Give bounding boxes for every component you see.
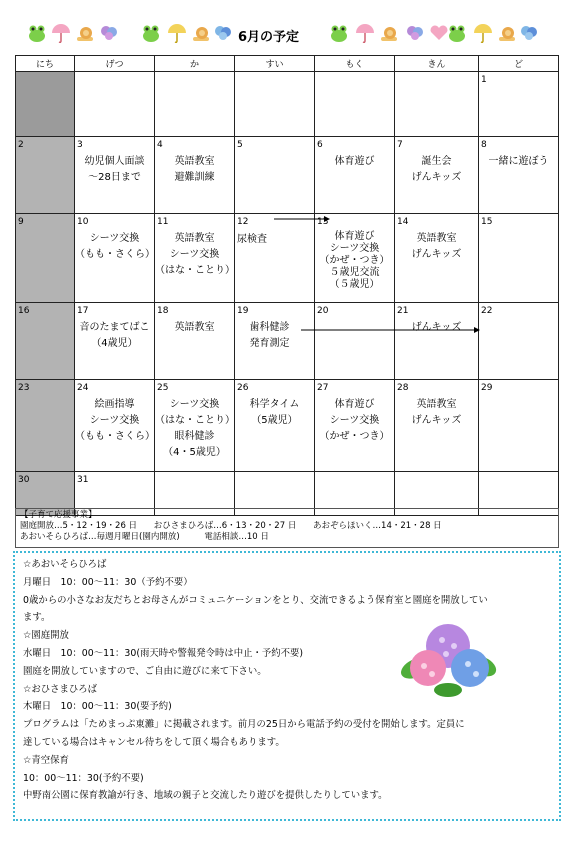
- day-events: [315, 154, 394, 170]
- calendar-day-wed: [235, 137, 315, 214]
- hydrangea-icon: [518, 22, 540, 44]
- day-number: 26: [237, 383, 249, 393]
- info-line: ☆あおいそらひろば: [23, 559, 107, 570]
- calendar-day-wed: [235, 380, 315, 472]
- day-number: 22: [481, 306, 493, 316]
- event-text: （かぜ・つき）: [319, 255, 390, 266]
- calendar-day-sun: [16, 72, 75, 137]
- snail-icon: [190, 22, 212, 44]
- info-line: 月曜日 10：00～11：30（予約不要）: [23, 576, 193, 588]
- day-number: 24: [77, 383, 89, 393]
- day-events: [315, 231, 394, 291]
- event-text: （かぜ・つき）: [319, 431, 390, 442]
- calendar-day-sun: [16, 214, 75, 303]
- event-text: 体育遊び: [334, 156, 375, 167]
- event-text: 尿検査: [237, 234, 267, 245]
- day-number: 25: [157, 383, 169, 393]
- event-text: （もも・さくら）: [75, 431, 155, 442]
- weekday-sat: ど: [479, 56, 559, 72]
- calendar-day-mon: [75, 72, 155, 137]
- day-number: 11: [157, 217, 169, 227]
- calendar-day-fri: [395, 214, 479, 303]
- support-item: あおぞらほいく…14・21・28 日: [313, 521, 442, 531]
- day-events: [235, 232, 314, 248]
- calendar-day-mon: [75, 380, 155, 472]
- hydrangea-icon: [404, 22, 426, 44]
- calendar-week-row: [16, 137, 559, 214]
- day-events: [395, 231, 478, 263]
- weekday-sun: にち: [16, 56, 75, 72]
- event-text: 英語教室: [174, 156, 215, 167]
- calendar-day-fri: [395, 380, 479, 472]
- day-number: 29: [481, 383, 493, 393]
- calendar-day-sun: [16, 303, 75, 380]
- day-number: 17: [77, 306, 89, 316]
- day-number: 18: [157, 306, 169, 316]
- calendar-day-sat: [479, 214, 559, 303]
- calendar-day-tue: [155, 303, 235, 380]
- info-line: ます。: [23, 612, 51, 624]
- day-number: 2: [18, 140, 24, 150]
- day-events: [155, 154, 234, 186]
- info-line: ☆青空保育: [23, 754, 69, 766]
- info-line: 園庭を開放していますので、ご自由に遊びに来て下さい。: [23, 665, 267, 677]
- calendar-day-tue: [155, 72, 235, 137]
- calendar-day-fri: [395, 72, 479, 137]
- calendar-day-thu: [315, 214, 395, 303]
- day-number: 4: [157, 140, 163, 150]
- event-text: （５歳児）: [329, 279, 380, 290]
- calendar-day-mon: [75, 303, 155, 380]
- day-events: [235, 320, 304, 352]
- event-text: 避難訓練: [174, 172, 215, 183]
- info-line: 中野南公園に保育教諭が行き、地域の親子と交流したり遊びを提供したりしています。: [23, 790, 388, 802]
- day-number: 1: [481, 75, 487, 85]
- calendar-day-sat: [479, 303, 559, 380]
- day-events: [395, 154, 478, 186]
- day-number: 27: [317, 383, 329, 393]
- calendar-day-wed: [235, 72, 315, 137]
- event-text: 体育遊び: [334, 399, 375, 410]
- event-text: 音のたまてばこ: [79, 322, 150, 333]
- calendar-day-wed: [235, 214, 315, 303]
- event-text: げんキッズ: [411, 322, 462, 333]
- umbrella-icon: [166, 22, 188, 44]
- page-header: [0, 22, 575, 48]
- weekday-tue: か: [155, 56, 235, 72]
- umbrella-icon: [472, 22, 494, 44]
- support-item: あおいそらひろば…毎週月曜日(園内開放): [20, 532, 180, 542]
- day-events: [479, 154, 558, 170]
- support-item: 電話相談…10 日: [204, 532, 269, 542]
- calendar-day-mon: [75, 214, 155, 303]
- snail-icon: [378, 22, 400, 44]
- day-number: 31: [77, 475, 89, 485]
- support-programs: [15, 508, 559, 548]
- event-text: 絵画指導: [94, 399, 135, 410]
- hydrangea-icon: [212, 22, 234, 44]
- calendar-day-mon: [75, 137, 155, 214]
- day-events: [315, 397, 394, 445]
- support-heading: 【子育て応援事業】: [20, 510, 97, 520]
- calendar-day-sat: [479, 72, 559, 137]
- hydrangea-icon: [98, 22, 120, 44]
- calendar-day-thu: [315, 303, 395, 380]
- calendar-day-thu: [315, 380, 395, 472]
- day-events: [395, 397, 478, 429]
- frog-icon: [140, 22, 162, 44]
- day-events: [235, 397, 314, 429]
- calendar-day-thu: [315, 72, 395, 137]
- calendar-table: [15, 55, 559, 516]
- event-text: シーツ交換: [329, 415, 380, 426]
- calendar-day-sat: [479, 380, 559, 472]
- day-number: 30: [18, 475, 30, 485]
- event-text: （5歳児）: [251, 415, 298, 426]
- day-number: 10: [77, 217, 89, 227]
- day-number: 7: [397, 140, 403, 150]
- calendar-day-tue: [155, 380, 235, 472]
- day-number: 20: [317, 306, 329, 316]
- weekday-header-row: [16, 56, 559, 72]
- event-text: 科学タイム: [249, 399, 300, 410]
- event-text: （4歳児）: [91, 338, 138, 349]
- day-number: 21: [397, 306, 409, 316]
- support-item: おひさまひろば…6・13・20・27 日: [153, 521, 297, 531]
- event-text: げんキッズ: [411, 415, 462, 426]
- weekday-wed: すい: [235, 56, 315, 72]
- umbrella-icon: [50, 22, 72, 44]
- support-item: 園庭開放…5・12・19・26 日: [20, 521, 138, 531]
- event-text: げんキッズ: [411, 172, 462, 183]
- event-text: （4・5歳児）: [163, 447, 226, 458]
- event-text: シーツ交換: [89, 415, 140, 426]
- day-number: 5: [237, 140, 243, 150]
- day-number: 19: [237, 306, 249, 316]
- weekday-thu: もく: [315, 56, 395, 72]
- day-events: [75, 231, 154, 263]
- event-text: 一緒に遊ぼう: [488, 156, 549, 167]
- info-line: 10：00～11：30(予約不要): [23, 772, 144, 784]
- frog-icon: [446, 22, 468, 44]
- weekday-mon: げつ: [75, 56, 155, 72]
- info-line: 0歳からの小さなお友だちとお母さんがコミュニケーションをとり、交流できるよう保育室と園庭を開放してい: [23, 594, 488, 606]
- day-number: 12: [237, 217, 249, 227]
- info-line: 水曜日 10：00～11：30(雨天時や警報発令時は中止・予約不要): [23, 647, 304, 659]
- event-text: ５歳児交流: [329, 267, 380, 278]
- event-text: 体育遊び: [334, 231, 375, 242]
- info-line: ☆おひさまひろば: [23, 683, 98, 695]
- event-text: （もも・さくら）: [75, 249, 155, 260]
- event-text: シーツ交換: [329, 243, 380, 254]
- calendar-day-sun: [16, 137, 75, 214]
- event-text: （はな・ことり）: [155, 415, 235, 426]
- frog-icon: [26, 22, 48, 44]
- day-events: [75, 154, 154, 186]
- info-line: ☆園庭開放: [23, 630, 69, 642]
- frog-icon: [328, 22, 350, 44]
- calendar-day-thu: [315, 137, 395, 214]
- day-number: 28: [397, 383, 409, 393]
- day-number: 6: [317, 140, 323, 150]
- event-text: シーツ交換: [169, 249, 220, 260]
- page-title: 6月の予定: [238, 30, 300, 45]
- calendar-week-row: [16, 380, 559, 472]
- day-number: 9: [18, 217, 24, 227]
- event-text: ～28日まで: [88, 172, 141, 183]
- calendar-week-row: [16, 303, 559, 380]
- calendar-day-fri: [395, 137, 479, 214]
- event-text: 英語教室: [416, 233, 457, 244]
- day-events: [155, 397, 234, 461]
- event-text: （はな・ことり）: [155, 265, 235, 276]
- day-number: 15: [481, 217, 493, 227]
- day-events: [75, 320, 154, 352]
- day-events: [155, 231, 234, 279]
- event-text: げんキッズ: [411, 249, 462, 260]
- hydrangea-icon: [398, 616, 498, 698]
- umbrella-icon: [354, 22, 376, 44]
- event-text: シーツ交換: [169, 399, 220, 410]
- weekday-fri: きん: [395, 56, 479, 72]
- event-text: 英語教室: [174, 322, 215, 333]
- calendar-day-sun: [16, 380, 75, 472]
- calendar-day-sat: [479, 137, 559, 214]
- calendar-day-tue: [155, 214, 235, 303]
- info-line: プログラムは「ためまっぷ東灘」に掲載されます。前月の25日から電話予約の受付を開始します。定員に: [23, 719, 465, 731]
- calendar-day-fri: [395, 303, 479, 380]
- calendar-day-tue: [155, 137, 235, 214]
- day-number: 13: [317, 217, 329, 227]
- event-text: 発育測定: [249, 338, 290, 349]
- day-number: 3: [77, 140, 83, 150]
- event-text: 眼科健診: [174, 431, 215, 442]
- day-events: [155, 320, 234, 336]
- day-events: [75, 397, 154, 445]
- event-text: 歯科健診: [249, 322, 290, 333]
- event-text: 英語教室: [174, 233, 215, 244]
- event-text: 幼児個人面談: [84, 156, 145, 167]
- day-number: 8: [481, 140, 487, 150]
- event-text: 英語教室: [416, 399, 457, 410]
- calendar-day-wed: [235, 303, 315, 380]
- calendar-week-row: [16, 72, 559, 137]
- event-text: 誕生会: [421, 156, 452, 167]
- calendar-week-row: [16, 214, 559, 303]
- info-line: 木曜日 10：00～11：30(要予約): [23, 701, 172, 713]
- event-text: シーツ交換: [89, 233, 140, 244]
- day-number: 14: [397, 217, 409, 227]
- snail-icon: [74, 22, 96, 44]
- day-number: 23: [18, 383, 30, 393]
- info-line: 達している場合はキャンセル待ちをして頂く場合もあります。: [23, 736, 285, 748]
- day-number: 16: [18, 306, 30, 316]
- day-events: [395, 320, 478, 336]
- snail-icon: [496, 22, 518, 44]
